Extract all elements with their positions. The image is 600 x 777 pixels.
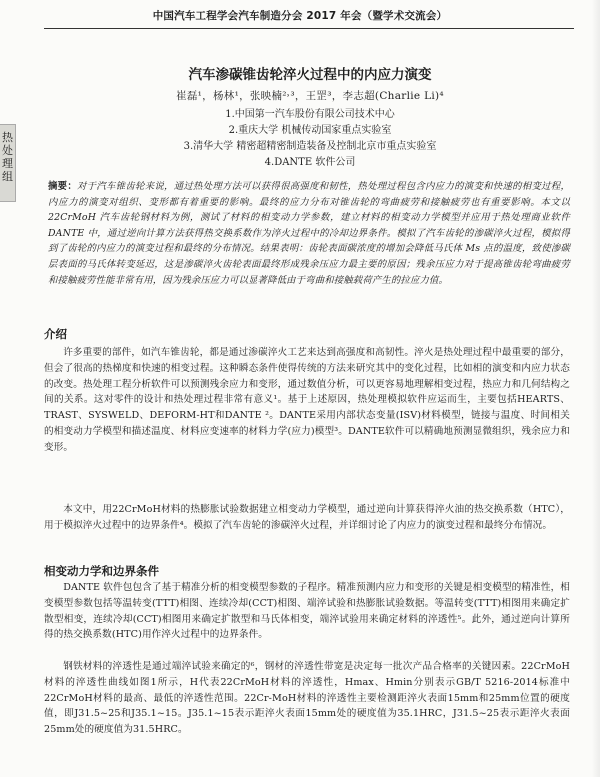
intro-paragraph-2: 本文中，用22CrMoH材料的热膨胀试验数据建立相变动力学模型，通过逆向计算获得淬火油的热交换系数（HTC），用于模拟淬火过程中的边界条件⁴。模拟了汽车齿轮的渗碳淬火过程，并详细讨论了内应力的演变过程和最终分布情况。	[44, 504, 570, 531]
kinetics-paragraph-2: 钢铁材料的淬透性是通过端淬试验来确定的⁶，钢材的淬透性带宽是决定每一批次产品合格率的关键因素。22CrMoH材料的淬透性曲线如图1所示，H代表22CrMoH材料的淬透性，Hmax、Hmin分别表示GB/T 5216-2014标准中22CrMoH材料的最高、最低的淬透性范围。22Cr-MoH材料的淬透性主要检测距淬火表面15mm和25mm位置的硬度值，即J31.5~25和J35.1~15。J35.1~15表示距淬火表面15mm处的硬度值为35.1HRC，J31.5~25表示距淬火表面25mm处的硬度值为31.5HRC。	[44, 661, 570, 736]
side-tab-char: 处	[2, 144, 13, 157]
running-header: 中国汽车工程学会汽车制造分会 2017 年会（暨学术交流会）	[152, 10, 448, 22]
scan-edge-shadow	[592, 0, 600, 777]
paper-title: 汽车渗碳锥齿轮淬火过程中的内应力演变	[188, 67, 432, 83]
abstract	[48, 179, 570, 288]
kinetics-paragraph-1: DANTE 软件包包含了基于精准分析的相变模型参数的子程序。精准预测内应力和变形的关键是相变模型的精准性，相变模型参数包括等温转变(TTT)相图、连续冷却(CCT)相图、端淬试验和热膨胀试验数据。等温转变(TTT)相图用来确定扩散型相变，连续冷却(CCT)相图用来确定扩散型和马氏体相变，端淬试验用来确定材料的淬透性⁵。此外，通过逆向计算所得的热交换系数(HTC)用作淬火过程中的边界条件。	[44, 582, 570, 641]
side-tab-char: 热	[2, 131, 13, 144]
abstract-text: 对于汽车锥齿轮来说，通过热处理方法可以获得很高强度和韧性，热处理过程包含内应力的演变和快速的相变过程，内应力的演变对组织、变形都有着重要的影响。最终的应力分布对锥齿轮的弯曲疲劳和接触疲劳也有重要影响。本文以 22CrMoH 汽车齿轮钢材料为例，测试了材料的相变动力学参数，建立材料的相变动力学模型并应用于热处理商业软件 DANTE 中，通过逆向计算方法获得热交换系数作为淬火过程中的冷却边界条件。模拟了汽车齿轮的渗碳淬火过程，模拟得到了齿轮的内应力的演变过程和最终的分布情况。结果表明：齿轮表面碳浓度的增加会降低马氏体 Ms 点的温度，致使渗碳层表面的马氏体转变延迟，这是渗碳淬火齿轮表面最终形成残余压应力最主要的原因；残余压应力对于提高锥齿轮弯曲疲劳和接触疲劳性能非常有用，因为残余压应力可以显著降低由于弯曲和接触载荷产生的拉应力值。	[48, 181, 571, 286]
affiliation-4: 4.DANTE 软件公司	[264, 157, 356, 168]
header-rule	[44, 28, 574, 29]
section-side-tab	[0, 124, 16, 202]
author-list: 崔磊¹，杨林¹，张映楠²˒³，王罡³，李志超(Charlie Li)⁴	[176, 90, 444, 102]
intro-paragraph-1: 许多重要的部件，如汽车锥齿轮，都是通过渗碳淬火工艺来达到高强度和高韧性。淬火是热处理过程中最重要的部分，但会了很高的热梯度和快速的相变过程。这种瞬态条件使得传统的方法来研究其中的变化过程，比如相的演变和内应力状态的改变。热处理工程分析软件可以预测残余应力和变形，通过数值分析，可以更容易地理解相变过程，热应力和几何结构之间的关系。这对零件的设计和热处理过程非常有意义¹。基于上述原因，热处理模拟软件应运而生，主要包括HEARTS、TRAST、SYSWELD、DEFORM-HT和DANTE ²。DANTE采用内部状态变量(ISV)材料模型，链接与温度、时间相关的相变动力学模型和描述温度、材料应变速率的材料力学(应力)模型³。DANTE软件可以精确地预测显微组织，残余应力和变形。	[44, 347, 570, 453]
section-heading-intro: 介绍	[44, 327, 67, 341]
affiliation-1: 1.中国第一汽车股份有限公司技术中心	[225, 109, 395, 120]
affiliation-3: 3.清华大学 精密超精密制造装备及控制北京市重点实验室	[183, 141, 437, 152]
side-tab-char: 组	[2, 170, 13, 183]
section-heading-kinetics: 相变动力学和边界条件	[44, 564, 159, 578]
affiliation-2: 2.重庆大学 机械传动国家重点实验室	[228, 125, 392, 136]
abstract-label: 摘要：	[48, 181, 78, 192]
side-tab-char: 理	[2, 157, 13, 170]
